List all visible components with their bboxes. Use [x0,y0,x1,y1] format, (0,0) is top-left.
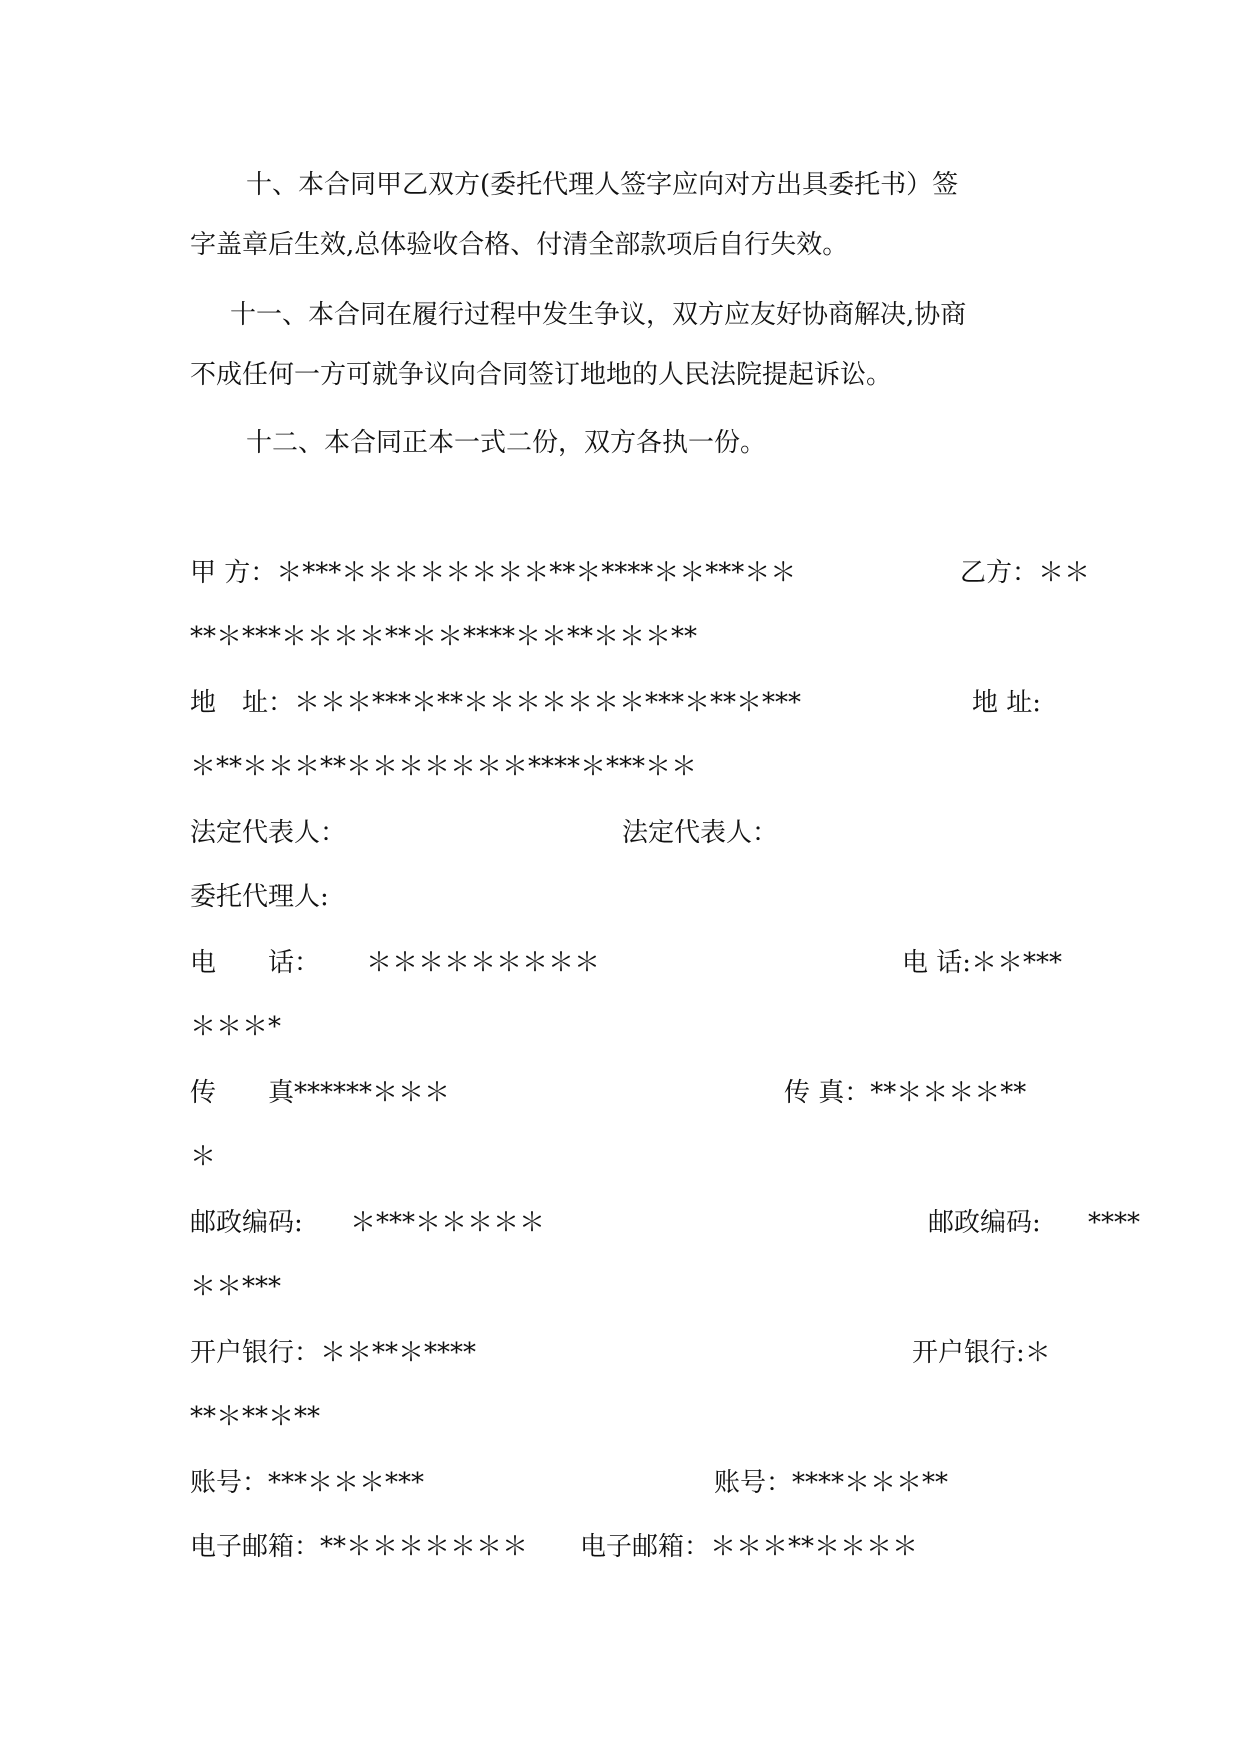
email-a-label: 电子邮箱： [190,1532,321,1562]
party-b-value: ＊＊ [1038,558,1091,588]
phone-b-value: ＊＊*** [971,948,1063,978]
party-b-label: 乙方： [960,558,1039,588]
address-a-value: ＊＊＊***＊**＊＊＊＊＊＊＊***＊**＊*** [294,688,802,718]
email-a [190,1530,528,1564]
postcode-b-label: 邮政编码: [928,1208,1041,1238]
clause-10-line-1: 十、本合同甲乙双方(委托代理人签字应向对方出具委托书）签 [246,170,959,200]
postcode-a-value: ＊***＊＊＊＊＊ [350,1208,546,1238]
phone-a-label: 电 话： [190,948,321,978]
email-b [580,1530,918,1564]
account-b-label: 账号： [714,1468,793,1498]
account-a-value: ***＊＊＊*** [268,1468,425,1498]
address-b-label: 地 址: [972,688,1042,718]
party-a-label: 甲 方： [190,558,277,588]
postcode-a-label: 邮政编码: [190,1208,303,1238]
clause-11-line-1: 十一、本合同在履行过程中发生争议，双方应友好协商解决,协商 [230,300,967,330]
party-b [960,556,1090,590]
bank-b-label: 开户银行: [912,1338,1025,1368]
party-b-wrap: **＊***＊＊＊＊**＊＊****＊＊**＊＊＊** [190,622,698,652]
postcode-b-value: **** [1088,1208,1140,1238]
party-a [190,556,796,590]
email-b-label: 电子邮箱： [580,1532,711,1562]
bank-b-wrap: **＊**＊** [190,1402,321,1432]
fax-b [784,1076,1026,1110]
fax-a [190,1076,450,1110]
legal-rep-a-label: 法定代表人： [190,818,347,848]
phone-b-wrap: ＊＊＊* [190,1012,282,1042]
account-a-label: 账号： [190,1468,269,1498]
fax-b-wrap: ＊ [190,1142,217,1172]
account-b-value: ****＊＊＊** [792,1468,949,1498]
email-b-value: ＊＊＊**＊＊＊＊ [710,1532,919,1562]
bank-a-value: ＊＊**＊**** [320,1338,477,1368]
address-b-wrap: ＊**＊＊＊**＊＊＊＊＊＊＊****＊***＊＊ [190,752,698,782]
bank-b [912,1336,1051,1370]
fax-b-value: **＊＊＊＊** [870,1078,1027,1108]
bank-b-value: ＊ [1024,1338,1051,1368]
email-a-value: **＊＊＊＊＊＊＊ [320,1532,529,1562]
party-a-value: ＊***＊＊＊＊＊＊＊＊**＊****＊＊***＊＊ [276,558,797,588]
clause-11-line-2: 不成任何一方可就争议向合同签订地地的人民法院提起诉讼。 [190,360,893,390]
phone-a-value: ＊＊＊＊＊＊＊＊＊ [366,948,601,978]
bank-a [190,1336,476,1370]
fax-a-value: ******＊＊＊ [294,1078,451,1108]
postcode-b-wrap: ＊＊*** [190,1272,282,1302]
fax-a-label: 传 真 [190,1078,295,1108]
address-a-label: 地 址： [190,688,295,718]
agent-a-label: 委托代理人: [190,882,329,912]
account-b [714,1466,948,1500]
phone-b [902,946,1062,980]
fax-b-label: 传 真： [784,1078,871,1108]
clause-12-line-1: 十二、本合同正本一式二份，双方各执一份。 [246,428,767,458]
account-a [190,1466,424,1500]
legal-rep-b-label: 法定代表人： [622,818,779,848]
bank-a-label: 开户银行： [190,1338,321,1368]
clause-10-line-2: 字盖章后生效,总体验收合格、付清全部款项后自行失效。 [190,230,849,260]
address-a [190,686,801,720]
phone-b-label: 电 话: [902,948,972,978]
